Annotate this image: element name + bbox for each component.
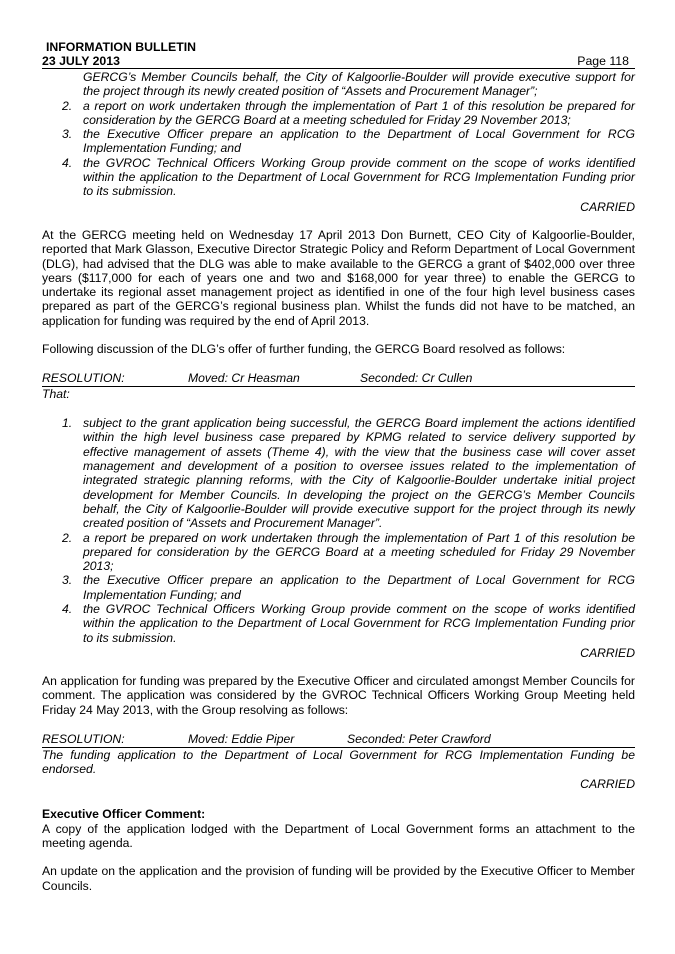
carried-label: CARRIED [580,777,635,792]
seconded-by: Seconded: Peter Crawford [347,732,491,747]
list-item-continuation: GERCG’s Member Councils behalf, the City of Kalgoorlie-Boulder will provide executive support for the project through its newly created position of “Assets and Procurement Manager”; [83,70,635,99]
bulletin-date: 23 JULY 2013 [42,54,120,68]
section-heading: Executive Officer Comment: [42,807,206,822]
resolution-line [42,371,635,387]
moved-by: Moved: Cr Heasman [188,371,300,386]
body-paragraph: At the GERCG meeting held on Wednesday 17 April 2013 Don Burnett, CEO City of Kalgoorlie-Boulder, reported that Mark Glasson, Executive Director Strategic Policy and Reform Department of Local Government (DLG), had advised that the DLG was able to make available to the GERCG a grant of $402,000 over three years ($117,000 for each of years one and two and $168,000 for year three) to enable the GERCG to undertake its regional asset management project as identified in one of the four high level business cases prepared as part of the GERCG’s regional business plan. Whilst the funds did not have to be matched, an application for funding was required by the end of April 2013. [42,227,635,328]
body-paragraph: An application for funding was prepared by the Executive Officer and circulated amongst Member Councils for comment. The application was considered by the GVROC Technical Officers Working Group Meeting held Friday 24 May 2013, with the Group resolving as follows: [42,674,635,717]
list-item: 2. a report be prepared on work undertaken through the implementation of Part 1 of this resolution be prepared for consideration by the GERCG Board at a meeting scheduled for Friday 29 November 2013; [62,530,635,574]
carried-label: CARRIED [580,645,635,660]
resolution-block [42,732,635,791]
resolution-label: RESOLUTION: [42,732,125,747]
list-item: 2. a report on work undertaken through the implementation of Part 1 of this resolution be prepared for consideration by the GERCG Board at a meeting scheduled for Friday 29 November 2013; [62,98,635,127]
resolution-block [42,371,635,660]
resolution-list [42,416,635,645]
seconded-by: Seconded: Cr Cullen [360,371,473,386]
moved-by: Moved: Eddie Piper [188,732,295,747]
list-item: 4. the GVROC Technical Officers Working Group provide comment on the scope of works identified within the application to the Department of Local Government for RCG Implementation Funding prior to its submission. [62,602,635,645]
executive-comment-section [42,807,635,892]
page-number: Page 118 [577,54,629,68]
resolution-label: RESOLUTION: [42,371,125,386]
resolution-line [42,732,635,748]
page-header [42,40,635,70]
carried-label: CARRIED [580,199,635,214]
top-list [42,70,635,199]
list-item: 1. subject to the grant application being successful, the GERCG Board implement the actions identified within the high level business case prepared by KPMG related to service delivery supported by effective management of assets (Theme 4), with the view that the business case will cover asset management and development of a position to oversee issues related to the implementation of integrated strategic planning reforms, with the City of Kalgoorlie-Boulder undertake initial project development for Member Councils. In developing the project on the GERCG’s Member Councils behalf, the City of Kalgoorlie-Boulder will provide executive support for the project through its newly created position of “Assets and Procurement Manager”. [62,416,635,531]
top-list-section [42,70,635,214]
resolution-that: That: [42,386,70,401]
resolution-text: The funding application to the Department of Local Government for RCG Implementation Funding be endorsed. [42,747,635,776]
header-rule [42,68,635,69]
bulletin-title: INFORMATION BULLETIN [46,40,197,54]
body-paragraph: A copy of the application lodged with the Department of Local Government forms an attachment to the meeting agenda. [42,821,635,851]
list-item: 3. the Executive Officer prepare an application to the Department of Local Government for RCG Implementation Funding; and [62,573,635,602]
body-paragraph: Following discussion of the DLG’s offer of further funding, the GERCG Board resolved as follows: [42,342,566,357]
list-item: 4. the GVROC Technical Officers Working Group provide comment on the scope of works identified within the application to the Department of Local Government for RCG Implementation Funding prior to its submission. [62,155,635,199]
body-paragraph: An update on the application and the provision of funding will be provided by the Executive Officer to Member Councils. [42,864,635,893]
list-item: 3. the Executive Officer prepare an application to the Department of Local Government for RCG Implementation Funding; and [62,127,635,156]
